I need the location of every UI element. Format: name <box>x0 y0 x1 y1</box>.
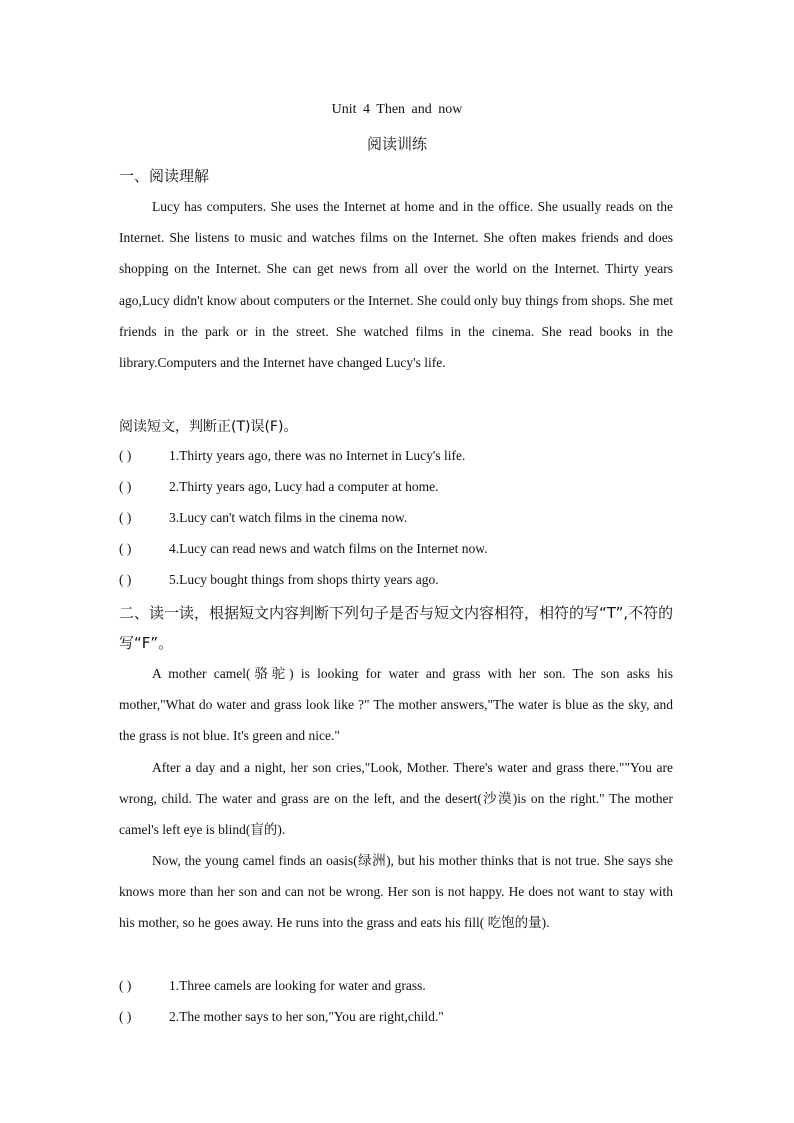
answer-blank[interactable]: ( ) <box>119 1009 132 1024</box>
question-item <box>119 448 679 464</box>
question-item <box>119 1009 679 1025</box>
question-item <box>119 541 679 557</box>
question-text: 2.The mother says to her son,"You are right,child." <box>169 1009 444 1024</box>
answer-blank[interactable]: ( ) <box>119 978 132 993</box>
question-item <box>119 479 679 495</box>
section2-paragraph: Now, the young camel finds an oasis(绿洲), but his mother thinks that is not true. She says she knows more than her son and can not be wrong. Her son is not happy. He does not want to stay with his mother, so he goes away. He runs into the grass and eats his fill( 吃饱的量). <box>119 853 673 931</box>
question-text: 4.Lucy can read news and watch films on the Internet now. <box>169 541 488 556</box>
section1-instruction: 阅读短文，判断正(T)误(F)。 <box>119 419 298 435</box>
section1-heading: 一、阅读理解 <box>119 167 210 185</box>
answer-blank[interactable]: ( ) <box>119 510 132 525</box>
question-item <box>119 510 679 526</box>
answer-blank[interactable]: ( ) <box>119 572 132 587</box>
answer-blank[interactable]: ( ) <box>119 541 132 556</box>
unit-title: Unit 4 Then and now <box>331 102 463 117</box>
question-text: 5.Lucy bought things from shops thirty years ago. <box>169 572 439 587</box>
question-item <box>119 572 679 588</box>
page-subtitle: 阅读训练 <box>366 135 427 153</box>
section2-paragraph: After a day and a night, her son cries,"Look, Mother. There's water and grass there.""You are wrong, child. The water and grass are on the left, and the desert(沙漠)is on the right." The mother camel's left eye is blind(盲的). <box>119 760 673 838</box>
question-text: 1.Three camels are looking for water and grass. <box>169 978 426 993</box>
answer-blank[interactable]: ( ) <box>119 448 132 463</box>
question-text: 3.Lucy can't watch films in the cinema now. <box>169 510 408 525</box>
question-item <box>119 978 679 994</box>
section2-paragraph: A mother camel(骆驼) is looking for water and grass with her son. The son asks his mother,"What do water and grass look like ?" The mother answers,"The water is blue as the sky, and the grass is not blue. It's green and nice." <box>119 666 673 744</box>
section2-heading: 二、读一读，根据短文内容判断下列句子是否与短文内容相符，相符的写“T”,不符的写“F”。 <box>119 604 674 652</box>
section1-passage: Lucy has computers. She uses the Internet at home and in the office. She usually reads on the Internet. She listens to music and watches films on the Internet. She often makes friends and does shopping on the Internet. She can get news from all over the world on the Internet. Thirty years ago,Lucy didn't know about computers or the Internet. She could only buy things from shops. She met friends in the park or in the street. She watched films in the cinema. She read books in the library.Computers and the Internet have changed Lucy's life. <box>119 199 673 371</box>
answer-blank[interactable]: ( ) <box>119 479 132 494</box>
question-text: 1.Thirty years ago, there was no Internet in Lucy's life. <box>169 448 466 463</box>
question-text: 2.Thirty years ago, Lucy had a computer at home. <box>169 479 439 494</box>
